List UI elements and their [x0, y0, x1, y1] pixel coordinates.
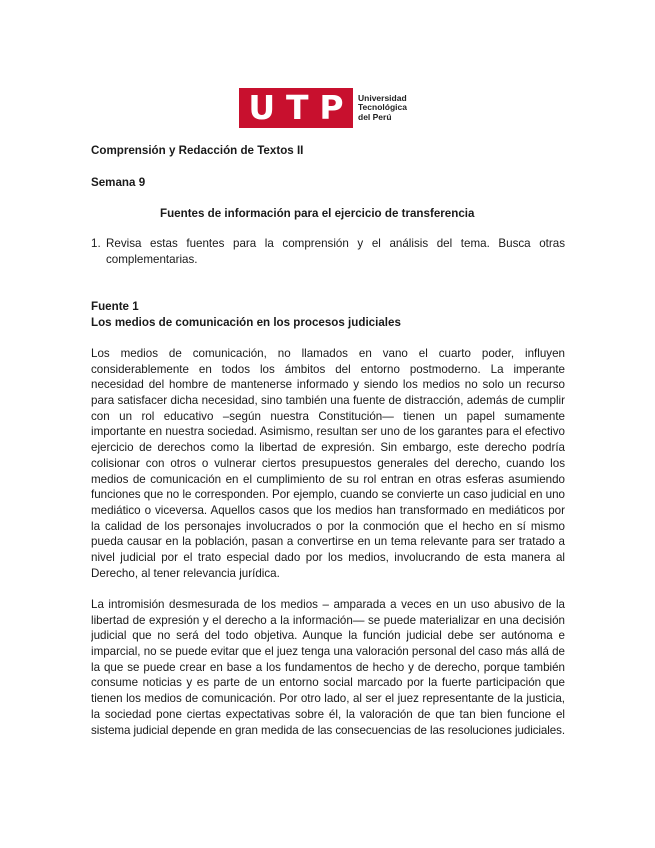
logo-line-3: del Perú [358, 111, 392, 122]
paragraph-line: imparcial, no se puede evitar que el juez tenga una valoración personal del caso más allá de [91, 645, 565, 659]
paragraph-line: tienen los medios de comunicación. Por otro lado, al ser el juez representante de la justicia, [91, 692, 565, 706]
paragraph-line: la calidad de los personajes involucrados o por la conmoción que el hecho en sí mismo [91, 519, 565, 533]
paragraph-line: la que se puede crear en base a los fundamentos de hecho y de derecho, porque también [91, 660, 565, 674]
paragraph-line: Los medios de comunicación, no llamados en vano el cuarto poder, influyen [91, 347, 565, 360]
instruction-line: complementarias. [106, 252, 198, 266]
paragraph-line: sistema judicial depende en gran medida de las consecuencias de las resoluciones judiciales. [91, 723, 565, 737]
paragraph-line: mediático o viceversa. Aquellos casos que los medios han transformado en mediáticos por [91, 503, 565, 517]
source-label: Fuente 1 [91, 300, 139, 313]
logo-letter-t: T [286, 88, 309, 127]
paragraph-line: Derecho, al tener relevancia jurídica. [91, 566, 280, 580]
section-subtitle: Fuentes de información para el ejercicio de transferencia [160, 207, 475, 220]
utp-logo [239, 88, 407, 128]
source-title: Los medios de comunicación en los procesos judiciales [91, 316, 401, 329]
paragraph-line: colisionar con otros o vulnerar ciertos presupuestos generales del derecho, cuando los [91, 456, 565, 470]
paragraph-2 [91, 597, 565, 738]
logo-letter-u: U [248, 88, 276, 127]
paragraph-line: medios de comunicación en el cumplimiento de su rol entran en otras esferas asumiendo [91, 472, 565, 486]
paragraph-line: necesidad del hombre de mantenerse informado y siendo los medios no solo un recurso [91, 378, 565, 392]
logo-letter-p: P [319, 88, 344, 127]
paragraph-line: nivel judicial por el trato especial dado por los medios, involucrando de esta manera al [91, 550, 565, 564]
instruction-line: Revisa estas fuentes para la comprensión y el análisis del tema. Busca otras [106, 237, 565, 250]
paragraph-line: pueda causar en la población, pasan a convertirse en un tema relevante para ser tratado a [91, 535, 565, 549]
paragraph-line: con un rol educativo –según nuestra Constitución— tienen un papel sumamente [91, 409, 565, 423]
logo-line-1: Universidad [358, 92, 407, 103]
paragraph-1 [91, 346, 565, 581]
paragraph-line: ejercicio de derechos como la libertad de expresión. Sin embargo, este derecho podría [91, 441, 565, 455]
paragraph-line: La intromisión desmesurada de los medios – amparada a veces en un uso abusivo de la [91, 598, 565, 611]
instruction-text [106, 236, 565, 267]
logo-line-2: Tecnológica [358, 102, 407, 113]
logo-institution-name [358, 94, 407, 123]
instruction-number: 1. [91, 237, 101, 250]
paragraph-line: para satisfacer dicha necesidad, sino también una fuente de distracción, además de cumplir [91, 394, 565, 408]
course-title: Comprensión y Redacción de Textos II [91, 144, 304, 157]
paragraph-line: consume noticias y es parte de un entorno social marcado por la fuerte participación que [91, 676, 565, 690]
paragraph-line: judicial que no será del todo objetiva. Aunque la función judicial debe ser autónoma e [91, 629, 565, 643]
week-label: Semana 9 [91, 176, 146, 189]
paragraph-line: considerablemente en todos los ámbitos del entorno postmoderno. La imperante [91, 362, 565, 376]
paragraph-line: importante en nuestra sociedad. Asimismo, resultan ser uno de los garantes para el efectivo [91, 425, 565, 439]
paragraph-line: funciones que no le corresponden. Por ejemplo, cuando se convierte un caso judicial en uno [91, 488, 565, 502]
paragraph-line: libertad de expresión y el derecho a la información— se puede materializar en una decisión [91, 613, 565, 627]
paragraph-line: la sociedad pone ciertas expectativas sobre él, la valoración de que tan bien funcione el [91, 707, 565, 721]
utp-logo-mark [239, 88, 353, 128]
